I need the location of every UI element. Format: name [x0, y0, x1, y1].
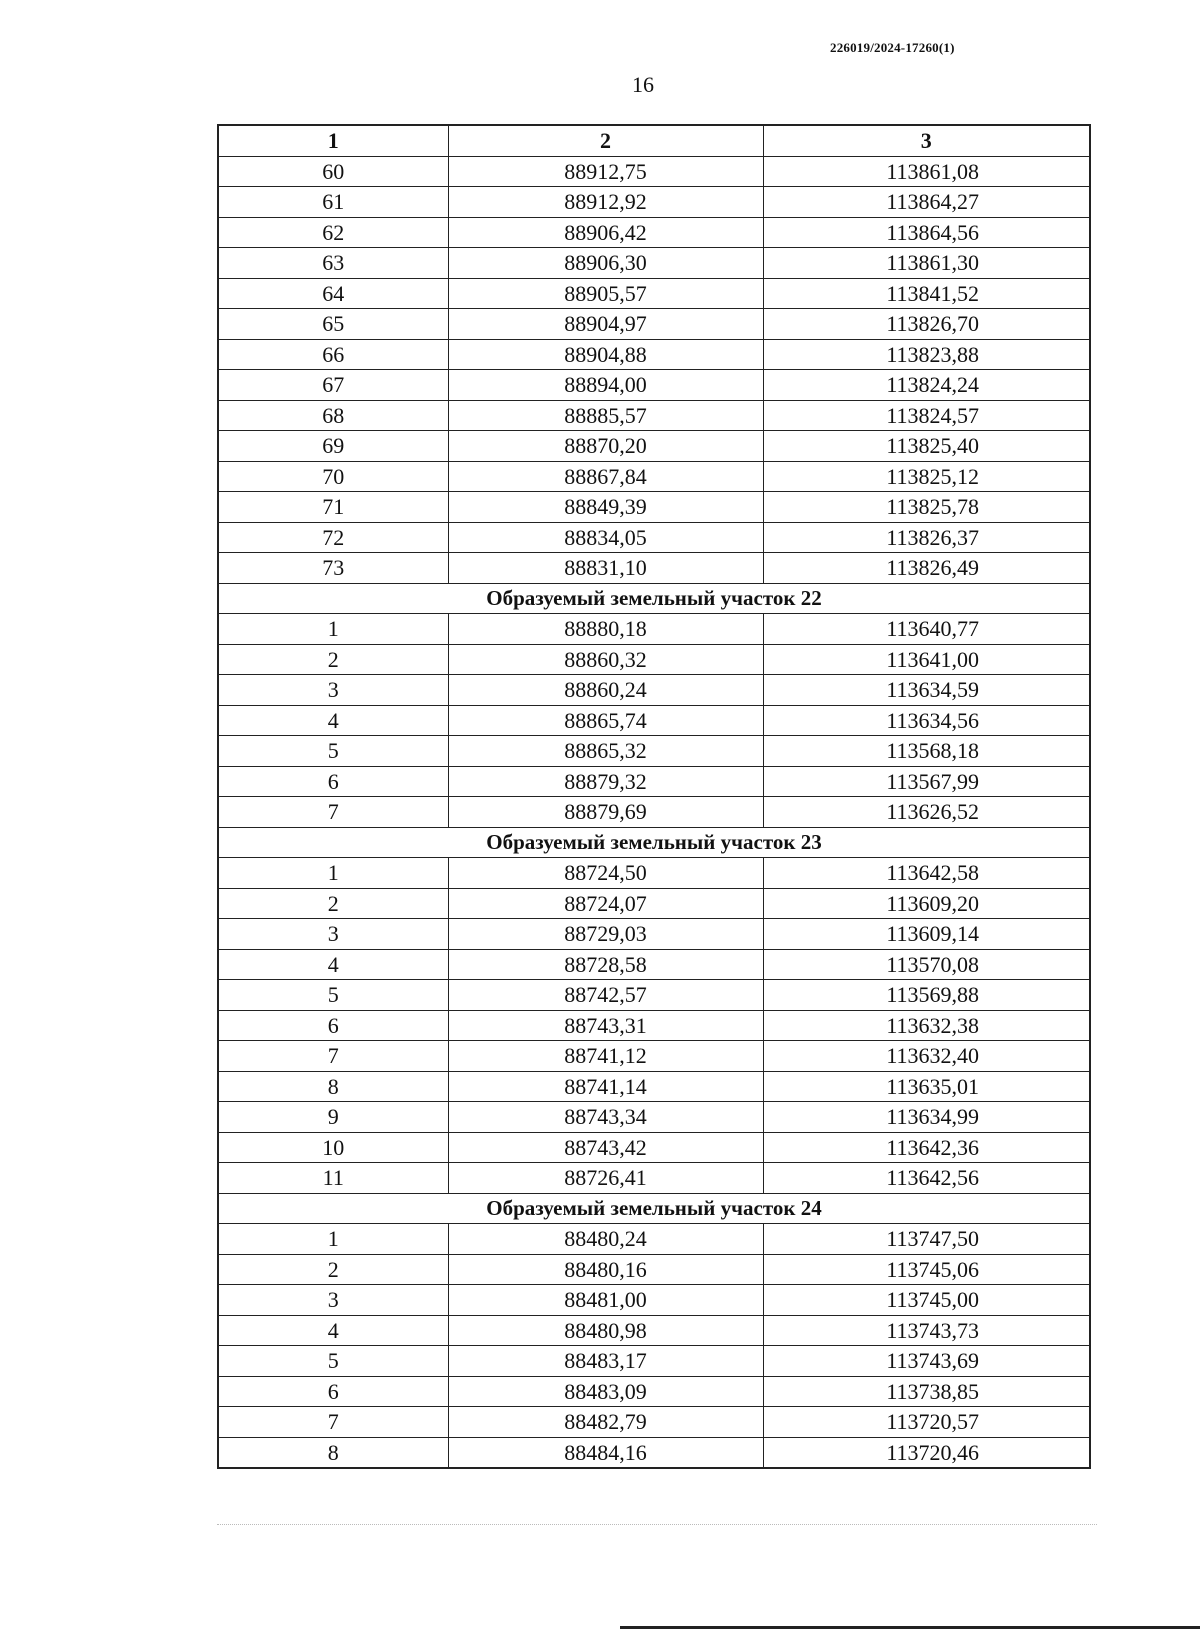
table-row: [218, 553, 1090, 584]
table-row: [218, 949, 1090, 980]
y-coordinate: 113642,58: [763, 858, 1090, 889]
point-number: 61: [218, 187, 448, 218]
x-coordinate: 88834,05: [448, 522, 763, 553]
x-coordinate: 88726,41: [448, 1163, 763, 1194]
point-number: 2: [218, 644, 448, 675]
point-number: 4: [218, 1315, 448, 1346]
document-number: 226019/2024-17260(1): [830, 40, 955, 55]
x-coordinate: 88742,57: [448, 980, 763, 1011]
x-coordinate: 88483,17: [448, 1346, 763, 1377]
point-number: 2: [218, 888, 448, 919]
table-header: [218, 125, 1090, 156]
point-number: 1: [218, 858, 448, 889]
table-row: [218, 1315, 1090, 1346]
table-row: [218, 400, 1090, 431]
x-coordinate: 88904,97: [448, 309, 763, 340]
x-coordinate: 88741,14: [448, 1071, 763, 1102]
x-coordinate: 88724,07: [448, 888, 763, 919]
y-coordinate: 113569,88: [763, 980, 1090, 1011]
y-coordinate: 113747,50: [763, 1224, 1090, 1255]
section-title: Образуемый земельный участок 24: [218, 1193, 1090, 1224]
y-coordinate: 113570,08: [763, 949, 1090, 980]
table-row: [218, 1132, 1090, 1163]
scan-artifact-line: [217, 1524, 1097, 1525]
column-header-3: 3: [763, 125, 1090, 156]
y-coordinate: 113567,99: [763, 766, 1090, 797]
table-row: [218, 705, 1090, 736]
x-coordinate: 88480,16: [448, 1254, 763, 1285]
table-row: [218, 675, 1090, 706]
point-number: 64: [218, 278, 448, 309]
y-coordinate: 113861,08: [763, 156, 1090, 187]
point-number: 3: [218, 919, 448, 950]
y-coordinate: 113642,56: [763, 1163, 1090, 1194]
x-coordinate: 88894,00: [448, 370, 763, 401]
y-coordinate: 113634,56: [763, 705, 1090, 736]
y-coordinate: 113634,59: [763, 675, 1090, 706]
x-coordinate: 88480,24: [448, 1224, 763, 1255]
table-row: [218, 1346, 1090, 1377]
x-coordinate: 88849,39: [448, 492, 763, 523]
table-row: [218, 1254, 1090, 1285]
point-number: 69: [218, 431, 448, 462]
point-number: 6: [218, 1376, 448, 1407]
point-number: 63: [218, 248, 448, 279]
point-number: 62: [218, 217, 448, 248]
y-coordinate: 113824,57: [763, 400, 1090, 431]
y-coordinate: 113738,85: [763, 1376, 1090, 1407]
y-coordinate: 113745,06: [763, 1254, 1090, 1285]
table-row: [218, 1224, 1090, 1255]
point-number: 6: [218, 1010, 448, 1041]
table-row: [218, 797, 1090, 828]
x-coordinate: 88741,12: [448, 1041, 763, 1072]
x-coordinate: 88483,09: [448, 1376, 763, 1407]
x-coordinate: 88905,57: [448, 278, 763, 309]
x-coordinate: 88904,88: [448, 339, 763, 370]
x-coordinate: 88480,98: [448, 1315, 763, 1346]
y-coordinate: 113743,69: [763, 1346, 1090, 1377]
table-row: [218, 766, 1090, 797]
point-number: 60: [218, 156, 448, 187]
x-coordinate: 88728,58: [448, 949, 763, 980]
y-coordinate: 113634,99: [763, 1102, 1090, 1133]
x-coordinate: 88885,57: [448, 400, 763, 431]
x-coordinate: 88879,69: [448, 797, 763, 828]
y-coordinate: 113745,00: [763, 1285, 1090, 1316]
x-coordinate: 88860,24: [448, 675, 763, 706]
point-number: 3: [218, 675, 448, 706]
point-number: 7: [218, 1041, 448, 1072]
y-coordinate: 113632,38: [763, 1010, 1090, 1041]
section-row: [218, 827, 1090, 858]
y-coordinate: 113825,78: [763, 492, 1090, 523]
y-coordinate: 113568,18: [763, 736, 1090, 767]
point-number: 4: [218, 949, 448, 980]
point-number: 10: [218, 1132, 448, 1163]
table-row: [218, 919, 1090, 950]
y-coordinate: 113861,30: [763, 248, 1090, 279]
x-coordinate: 88867,84: [448, 461, 763, 492]
y-coordinate: 113609,14: [763, 919, 1090, 950]
x-coordinate: 88743,31: [448, 1010, 763, 1041]
page-number: 16: [632, 72, 654, 97]
point-number: 4: [218, 705, 448, 736]
x-coordinate: 88865,74: [448, 705, 763, 736]
table-row: [218, 1041, 1090, 1072]
x-coordinate: 88879,32: [448, 766, 763, 797]
table-row: [218, 461, 1090, 492]
section-title: Образуемый земельный участок 23: [218, 827, 1090, 858]
x-coordinate: 88865,32: [448, 736, 763, 767]
table-row: [218, 1102, 1090, 1133]
section-title: Образуемый земельный участок 22: [218, 583, 1090, 614]
table-row: [218, 431, 1090, 462]
table-row: [218, 736, 1090, 767]
point-number: 5: [218, 736, 448, 767]
point-number: 8: [218, 1071, 448, 1102]
y-coordinate: 113824,24: [763, 370, 1090, 401]
y-coordinate: 113864,56: [763, 217, 1090, 248]
point-number: 5: [218, 980, 448, 1011]
y-coordinate: 113826,49: [763, 553, 1090, 584]
y-coordinate: 113864,27: [763, 187, 1090, 218]
page-bottom-edge: [620, 1626, 1200, 1629]
point-number: 67: [218, 370, 448, 401]
table-row: [218, 1163, 1090, 1194]
y-coordinate: 113823,88: [763, 339, 1090, 370]
y-coordinate: 113720,57: [763, 1407, 1090, 1438]
point-number: 8: [218, 1437, 448, 1468]
table-body: [218, 156, 1090, 1468]
header-row: [218, 125, 1090, 156]
table-row: [218, 339, 1090, 370]
point-number: 9: [218, 1102, 448, 1133]
table-row: [218, 1010, 1090, 1041]
y-coordinate: 113825,40: [763, 431, 1090, 462]
y-coordinate: 113626,52: [763, 797, 1090, 828]
x-coordinate: 88912,92: [448, 187, 763, 218]
point-number: 7: [218, 797, 448, 828]
x-coordinate: 88870,20: [448, 431, 763, 462]
point-number: 71: [218, 492, 448, 523]
table-row: [218, 309, 1090, 340]
column-header-2: 2: [448, 125, 763, 156]
table-row: [218, 614, 1090, 645]
x-coordinate: 88831,10: [448, 553, 763, 584]
x-coordinate: 88743,42: [448, 1132, 763, 1163]
y-coordinate: 113826,37: [763, 522, 1090, 553]
section-row: [218, 1193, 1090, 1224]
x-coordinate: 88906,42: [448, 217, 763, 248]
point-number: 1: [218, 614, 448, 645]
table-row: [218, 248, 1090, 279]
table-row: [218, 1437, 1090, 1468]
table-row: [218, 1071, 1090, 1102]
table-row: [218, 1285, 1090, 1316]
point-number: 1: [218, 1224, 448, 1255]
table-row: [218, 644, 1090, 675]
table-row: [218, 1407, 1090, 1438]
table-row: [218, 217, 1090, 248]
point-number: 73: [218, 553, 448, 584]
table-row: [218, 278, 1090, 309]
point-number: 11: [218, 1163, 448, 1194]
point-number: 3: [218, 1285, 448, 1316]
x-coordinate: 88482,79: [448, 1407, 763, 1438]
table-row: [218, 858, 1090, 889]
x-coordinate: 88729,03: [448, 919, 763, 950]
point-number: 5: [218, 1346, 448, 1377]
y-coordinate: 113841,52: [763, 278, 1090, 309]
x-coordinate: 88860,32: [448, 644, 763, 675]
point-number: 65: [218, 309, 448, 340]
point-number: 7: [218, 1407, 448, 1438]
y-coordinate: 113825,12: [763, 461, 1090, 492]
y-coordinate: 113642,36: [763, 1132, 1090, 1163]
y-coordinate: 113640,77: [763, 614, 1090, 645]
x-coordinate: 88484,16: [448, 1437, 763, 1468]
table-row: [218, 187, 1090, 218]
point-number: 70: [218, 461, 448, 492]
table-row: [218, 370, 1090, 401]
y-coordinate: 113635,01: [763, 1071, 1090, 1102]
point-number: 66: [218, 339, 448, 370]
y-coordinate: 113632,40: [763, 1041, 1090, 1072]
y-coordinate: 113609,20: [763, 888, 1090, 919]
x-coordinate: 88724,50: [448, 858, 763, 889]
table-row: [218, 492, 1090, 523]
table-row: [218, 888, 1090, 919]
section-row: [218, 583, 1090, 614]
point-number: 2: [218, 1254, 448, 1285]
x-coordinate: 88912,75: [448, 156, 763, 187]
y-coordinate: 113720,46: [763, 1437, 1090, 1468]
x-coordinate: 88743,34: [448, 1102, 763, 1133]
y-coordinate: 113743,73: [763, 1315, 1090, 1346]
x-coordinate: 88906,30: [448, 248, 763, 279]
point-number: 6: [218, 766, 448, 797]
x-coordinate: 88481,00: [448, 1285, 763, 1316]
y-coordinate: 113826,70: [763, 309, 1090, 340]
table-row: [218, 980, 1090, 1011]
point-number: 68: [218, 400, 448, 431]
point-number: 72: [218, 522, 448, 553]
table-row: [218, 156, 1090, 187]
x-coordinate: 88880,18: [448, 614, 763, 645]
y-coordinate: 113641,00: [763, 644, 1090, 675]
column-header-1: 1: [218, 125, 448, 156]
coordinates-table: [217, 124, 1091, 1469]
table-row: [218, 522, 1090, 553]
table-row: [218, 1376, 1090, 1407]
